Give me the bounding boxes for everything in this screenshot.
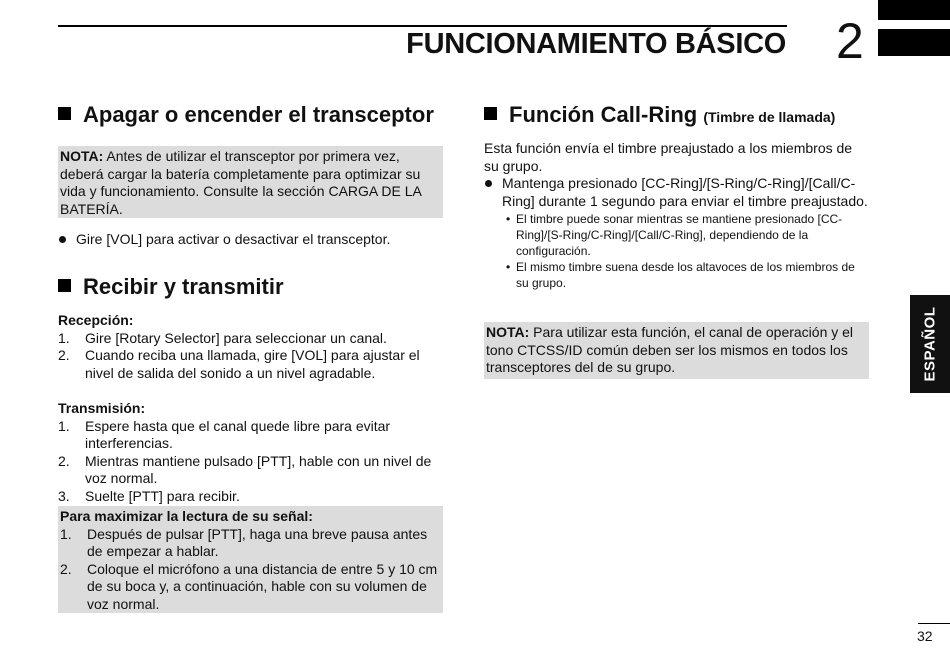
reception-heading: Recepción: — [58, 312, 134, 328]
list-item: 2. Cuando reciba una llamada, gire [VOL] para ajustar el nivel de salida del sonido a un nivel agradable. — [58, 347, 420, 381]
transmission-block — [58, 400, 443, 505]
reception-block — [58, 312, 443, 382]
section-square-icon — [58, 279, 71, 292]
chapter-title: FUNCIONAMIENTO BÁSICO — [406, 28, 786, 60]
tip-heading: Para maximizar la lectura de su señal: — [60, 508, 313, 524]
list-item: 2. Mientras mantiene pulsado [PTT], hable con un nivel de voz normal. — [58, 452, 432, 486]
list-item: 1. Después de pulsar [PTT], haga una breve pausa antes de empezar a hablar. — [60, 525, 428, 559]
sub-bullet-list — [484, 211, 869, 291]
section-square-icon — [58, 107, 71, 120]
call-ring-body — [484, 140, 869, 291]
language-tab-label: ESPAÑOL — [921, 306, 939, 382]
bullet-vol: Gire [VOL] para activar o desactivar el transceptor. — [58, 231, 461, 249]
sub-bullet-item: • El timbre puede sonar mientras se mantiene presionado [CC-Ring]/[S-Ring/C-Ring]/[Call/C-Ring], dependiendo de la configuración. — [506, 211, 869, 259]
note-box-battery — [58, 146, 443, 218]
language-tab — [910, 295, 950, 393]
chapter-tab-bar-top — [878, 0, 950, 20]
footer-rule — [918, 623, 950, 624]
sub-bullet-item: • El mismo timbre suena desde los altavoces de los miembros de su grupo. — [506, 259, 869, 291]
note-text: Para utilizar esta función, el canal de operación y el tono CTCSS/ID común deben ser los mismos en todos los transceptores del de su grupo. — [486, 324, 854, 375]
list-item: 2. Coloque el micrófono a una distancia de entre 5 y 10 cm de su boca y, a continuación, hable con su volumen de voz normal. — [60, 560, 438, 612]
tip-box-signal — [58, 506, 443, 613]
chapter-number: 2 — [836, 13, 864, 69]
chapter-tab-bar-bottom — [878, 29, 950, 56]
section-title-rx-tx: Recibir y transmitir — [58, 274, 284, 300]
list-item: 3. Suelte [PTT] para recibir. — [58, 487, 240, 504]
note-box-call-ring — [484, 322, 869, 379]
bullet-hold-ring: Mantenga presionado [CC-Ring]/[S-Ring/C-Ring]/[Call/C-Ring] durante 1 segundo para enviar el timbre preajustado. — [484, 175, 869, 210]
note-label: NOTA: — [486, 324, 530, 340]
section-title-power: Apagar o encender el transceptor — [58, 102, 434, 128]
transmission-heading: Transmisión: — [58, 400, 146, 416]
header-rule — [58, 25, 787, 27]
note-text: Antes de utilizar el transceptor por primera vez, deberá cargar la batería completamente para optimizar su vida y funcionamiento. Consulte la sección CARGA DE LA BATERÍA. — [60, 148, 422, 217]
list-item: 1. Gire [Rotary Selector] para seleccionar un canal. — [58, 329, 387, 346]
section-subtitle: (Timbre de llamada) — [703, 109, 836, 125]
section-title-call-ring: Función Call-Ring (Timbre de llamada) — [484, 102, 835, 128]
call-ring-intro: Esta función envía el timbre preajustado a los miembros de su grupo. — [484, 140, 853, 174]
note-label: NOTA: — [60, 148, 104, 164]
page-number: 32 — [917, 628, 933, 644]
list-item: 1. Espere hasta que el canal quede libre para evitar interferencias. — [58, 417, 391, 451]
section-square-icon — [484, 107, 497, 120]
